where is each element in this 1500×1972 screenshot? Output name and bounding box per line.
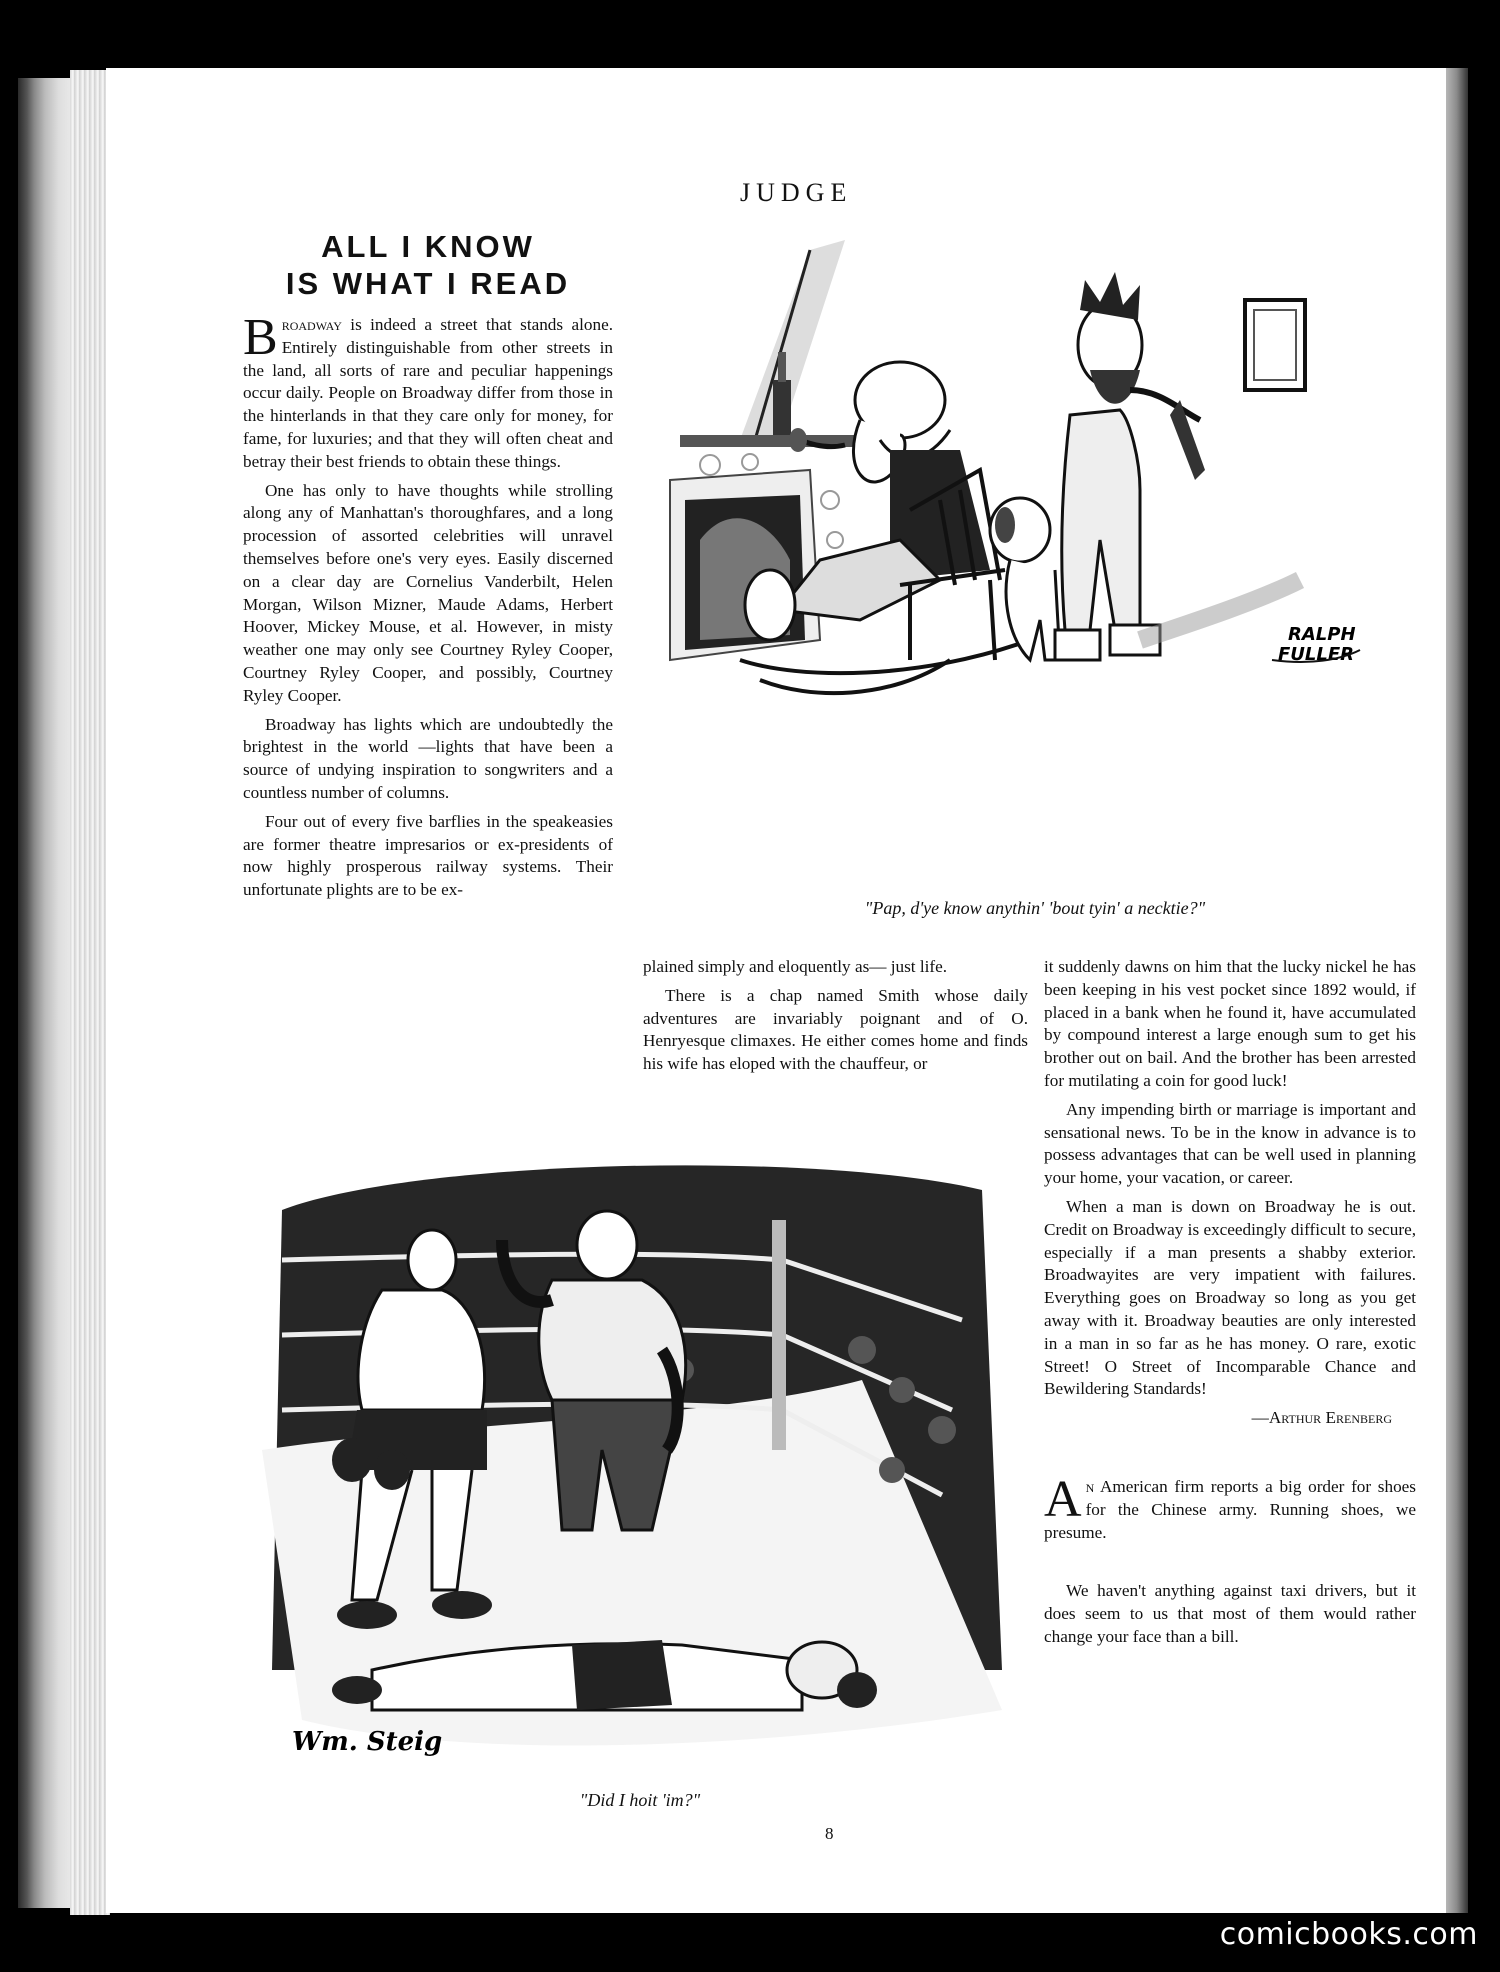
filler-1: An American firm reports a big order for shoes for the Chinese army. Running shoes, we presume. — [1044, 1470, 1416, 1542]
filler-drop-cap: A — [1044, 1470, 1082, 1528]
cartoon-necktie-illustration — [660, 240, 1420, 880]
article-column-2 — [643, 956, 1028, 1082]
bottom-cartoon-caption: "Did I hoit 'im?" — [579, 1790, 701, 1810]
paragraph-8: Any impending birth or marriage is important and sensational news. To be in the know in advance is to possess advantages that can be well used in planning your home, your vacation, or career. — [1044, 1099, 1416, 1188]
paragraph-1: Broadway is indeed a street that stands alone. Entirely distinguishable from other streets in the land, all sorts of rare and peculiar happenings occur daily. People on Broadway differ from those in the hinterlands in that they care only for money, for fame, for luxuries; and that they will often cheat and betray their best friends to obtain these things. — [243, 309, 613, 471]
article-column-1 — [243, 309, 613, 908]
page-stack-edge — [70, 70, 110, 1915]
title-line-1: ALL I KNOW — [321, 229, 535, 264]
watermark: comicbooks.com — [1219, 1917, 1478, 1952]
paragraph-6: There is a chap named Smith whose daily adventures are invariably poignant and of O. Henryesque climaxes. He either comes home and finds his wife has eloped with the chauffeur, or — [643, 985, 1028, 1074]
masthead: JUDGE — [740, 178, 853, 207]
paragraph-7: it suddenly dawns on him that the lucky nickel he has been keeping in his vest pocket since 1892 would, if placed in a bank when he found it, have accumulated by compound interest a large enough sum to get his brother out on bail. And the brother has been arrested for mutilating a coin for good luck! — [1044, 957, 1416, 1090]
title-line-2: IS WHAT I READ — [285, 266, 571, 301]
cartoon-boxing-illustration — [262, 1150, 1012, 1775]
page-number: 8 — [825, 1824, 834, 1843]
article-column-3 — [1044, 956, 1416, 1655]
paragraph-3: Broadway has lights which are undoubtedly the brightest in the world —lights that have been a source of undying inspiration to songwriters and a countless number of columns. — [243, 714, 613, 802]
top-cartoon-caption: "Pap, d'ye know anythin' 'bout tyin' a necktie?" — [864, 898, 1206, 918]
paragraph-5: plained simply and eloquently as— just life. — [643, 957, 948, 976]
filler-2: We haven't anything against taxi drivers, but it does seem to us that most of them would rather change your face than a bill. — [1044, 1581, 1416, 1646]
paragraph-9: When a man is down on Broadway he is out. Credit on Broadway is exceedingly difficult to secure, especially if a man presents a shabby exterior. Broadwayites are very impatient with failures. Everything goes on Broadway so long as you get away with it. Broadway beauties are only interested in a man in so far as he has money. O rare, exotic Street! O Street of Incomparable Chance and Bewildering Standards! — [1044, 1196, 1416, 1399]
paragraph-2: One has only to have thoughts while strolling along any of Manhattan's thoroughfares, and a long procession of assorted celebrities will unravel themselves before one's very eyes. Easily discerned on a clear day are Cornelius Vanderbilt, Helen Morgan, Wilson Mizner, Maude Adams, Herbert Hoover, Mickey Mouse, et al. However, in misty weather one may only see Courtney Ryley Cooper, Courtney Ryley Cooper, and possibly, Courtney Ryley Cooper. — [243, 480, 613, 705]
article-title — [238, 228, 618, 302]
drop-cap: B — [243, 309, 278, 366]
author-signature: —Arthur Erenberg — [1251, 1408, 1392, 1428]
top-cartoon-signature: RALPH FULLER — [1278, 624, 1356, 665]
paragraph-4: Four out of every five barflies in the speakeasies are former theatre impresarios or ex-presidents of now highly prosperous railway systems. Their unfortunate plights are to be ex- — [243, 811, 613, 900]
bottom-cartoon-signature: Wm. Steig — [292, 1727, 443, 1757]
